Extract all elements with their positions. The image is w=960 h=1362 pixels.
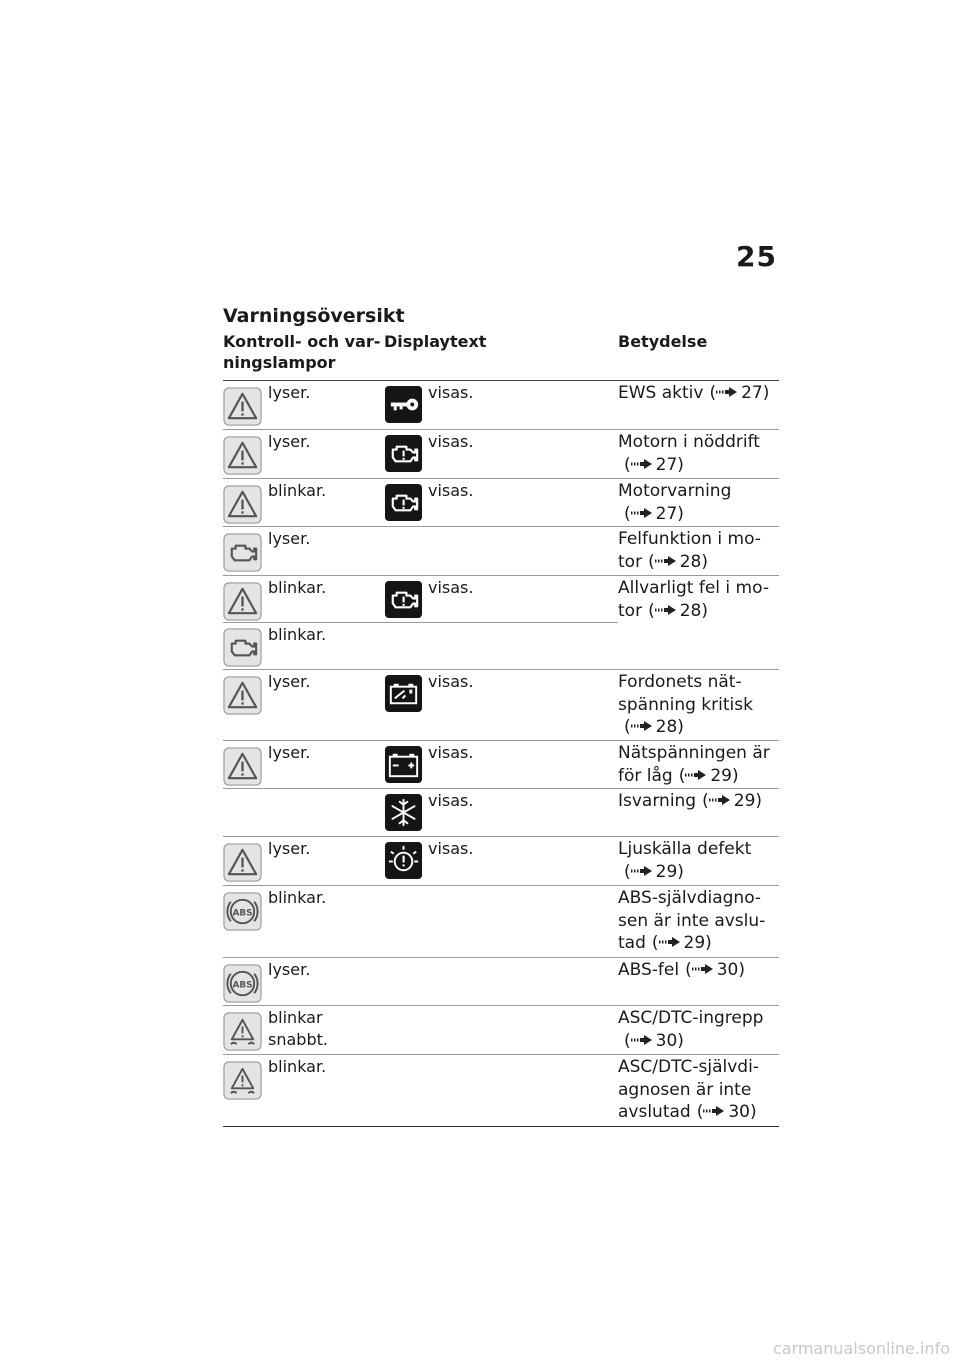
table-row	[223, 1055, 779, 1127]
table-row	[223, 479, 779, 527]
svg-text:ABS: ABS	[232, 980, 253, 991]
reference-arrow-icon	[709, 791, 734, 811]
lamp-state: blinkar.	[268, 625, 327, 644]
warning-triangle-icon	[223, 747, 262, 786]
reference-page: 28)	[655, 717, 684, 737]
warning-triangle-icon	[223, 387, 262, 426]
page-reference[interactable]	[648, 551, 708, 574]
svg-text:ABS: ABS	[232, 908, 253, 919]
reference-open-paren: (	[702, 791, 709, 811]
reference-open-paren: (	[709, 383, 717, 403]
display-text: visas.	[428, 743, 474, 762]
reference-open-paren: (	[624, 717, 631, 737]
key-icon	[384, 385, 423, 424]
meaning	[618, 742, 778, 787]
reference-arrow-icon	[655, 601, 680, 621]
warning-triangle-icon	[223, 582, 262, 621]
meaning	[618, 887, 778, 955]
meaning-text: ASC/DTC-ingrepp	[618, 1008, 764, 1028]
page-reference[interactable]	[702, 790, 762, 813]
lamp-state: lyser.	[268, 383, 311, 402]
lamp-state: blinkar snabbt.	[268, 1008, 328, 1049]
display-text: visas.	[428, 481, 474, 500]
meaning-text: Nätspänningen är för låg	[618, 743, 770, 786]
table-row	[223, 527, 779, 576]
meaning	[618, 382, 778, 405]
warning-triangle-icon	[223, 436, 262, 475]
reference-open-paren: (	[685, 960, 692, 980]
reference-arrow-icon	[692, 960, 717, 980]
meaning-text: Felfunktion i mo- tor	[618, 529, 761, 572]
meaning	[618, 431, 778, 476]
page-reference[interactable]	[624, 454, 684, 477]
reference-page: 27)	[655, 503, 684, 524]
table-row	[223, 576, 779, 670]
lamp-state: blinkar.	[268, 1057, 327, 1076]
header-lamps: Kontroll- och var- ningslampor	[223, 332, 381, 372]
footer-watermark: carmanualsonline.info	[772, 1339, 950, 1358]
table-row	[223, 789, 779, 837]
meaning-text: ABS-självdiagno- sen är inte avslu- tad	[618, 888, 766, 953]
header-display: Displaytext	[384, 332, 487, 351]
display-text: visas.	[428, 791, 474, 810]
reference-arrow-icon	[631, 504, 656, 524]
reference-arrow-icon	[716, 383, 741, 403]
lamp-state: lyser.	[268, 743, 311, 762]
meaning	[618, 1007, 778, 1052]
reference-open-paren: (	[648, 551, 655, 572]
table-row	[223, 886, 779, 958]
reference-open-paren: (	[624, 1030, 631, 1051]
page-reference[interactable]	[624, 861, 684, 884]
display-text: visas.	[428, 383, 474, 402]
reference-arrow-icon	[631, 862, 656, 882]
abs-icon	[223, 964, 262, 1003]
section-title: Varningsöversikt	[223, 305, 405, 327]
lamp-state: lyser.	[268, 529, 311, 548]
meaning	[618, 959, 778, 982]
table-row	[223, 430, 779, 479]
page-reference[interactable]	[624, 716, 684, 739]
meaning-text: Motorn i nöddrift	[618, 432, 760, 452]
snowflake-icon	[384, 793, 423, 832]
asc-dtc-icon	[223, 1061, 262, 1100]
reference-page: 28)	[679, 551, 708, 572]
engine-lamp-icon	[223, 628, 262, 667]
reference-arrow-icon	[685, 766, 710, 786]
table-row	[223, 837, 779, 886]
meaning	[618, 671, 778, 739]
reference-arrow-icon	[631, 455, 656, 475]
meaning-text: EWS aktiv	[618, 383, 704, 403]
lamp-state: lyser.	[268, 839, 311, 858]
table-row	[223, 670, 779, 741]
reference-page: 27)	[741, 383, 770, 403]
engine-icon	[384, 580, 423, 619]
table-row	[223, 958, 779, 1006]
meaning-text: Isvarning	[618, 791, 697, 811]
engine-lamp-icon	[223, 533, 262, 572]
bulb-defect-icon	[384, 841, 423, 880]
reference-page: 30)	[655, 1030, 684, 1051]
page-reference[interactable]	[624, 503, 684, 526]
table-row	[223, 741, 779, 789]
page-reference[interactable]	[652, 932, 712, 955]
warning-triangle-icon	[223, 676, 262, 715]
meaning	[618, 1056, 778, 1124]
meaning	[618, 838, 778, 883]
page-reference[interactable]	[648, 600, 708, 623]
engine-icon	[384, 483, 423, 522]
abs-icon	[223, 892, 262, 931]
reference-arrow-icon	[659, 933, 684, 953]
reference-page: 27)	[655, 454, 684, 475]
engine-icon	[384, 434, 423, 473]
battery-icon	[384, 745, 423, 784]
reference-arrow-icon	[631, 717, 656, 737]
warning-triangle-icon	[223, 485, 262, 524]
display-text: visas.	[428, 672, 474, 691]
meaning	[618, 528, 778, 573]
reference-page: 28)	[679, 600, 708, 621]
meaning	[618, 790, 778, 813]
reference-open-paren: (	[624, 503, 631, 524]
meaning-text: Motorvarning	[618, 481, 732, 501]
lamp-state: lyser.	[268, 672, 311, 691]
reference-open-paren: (	[696, 1102, 704, 1122]
reference-arrow-icon	[655, 552, 680, 572]
reference-arrow-icon	[631, 1031, 656, 1051]
reference-open-paren: (	[651, 933, 659, 953]
reference-page: 29)	[655, 861, 684, 882]
warning-table	[223, 380, 779, 1127]
page-reference[interactable]	[624, 1030, 684, 1053]
reference-open-paren: (	[678, 765, 686, 786]
display-text: visas.	[428, 432, 474, 451]
asc-dtc-icon	[223, 1012, 262, 1051]
lamp-state: blinkar.	[268, 888, 327, 907]
reference-page: 30)	[728, 1102, 757, 1122]
reference-page: 29)	[683, 933, 712, 953]
meaning-text: Allvarligt fel i mo- tor	[618, 578, 769, 621]
page-reference[interactable]	[709, 382, 769, 405]
meaning-text: Ljuskälla defekt	[618, 839, 752, 859]
page-reference[interactable]	[679, 765, 739, 788]
reference-page: 30)	[716, 960, 745, 980]
page-number: 25	[736, 240, 777, 273]
meaning-text: Fordonets nät- spänning kritisk	[618, 672, 753, 715]
header-meaning: Betydelse	[618, 332, 708, 351]
reference-arrow-icon	[703, 1102, 728, 1122]
lamp-state: blinkar.	[268, 578, 327, 597]
meaning-text: ABS-fel	[618, 960, 680, 980]
reference-open-paren: (	[648, 600, 655, 621]
meaning	[618, 480, 778, 525]
lamp-state: lyser.	[268, 960, 311, 979]
reference-page: 29)	[733, 791, 763, 811]
warning-triangle-icon	[223, 843, 262, 882]
meaning	[618, 577, 778, 622]
lamp-state: lyser.	[268, 432, 311, 451]
reference-open-paren: (	[624, 454, 631, 475]
page-reference[interactable]	[697, 1101, 757, 1124]
table-row	[223, 381, 779, 430]
reference-open-paren: (	[624, 861, 631, 882]
battery-warning-icon	[384, 674, 423, 713]
display-text: visas.	[428, 839, 474, 858]
display-text: visas.	[428, 578, 474, 597]
table-row	[223, 1006, 779, 1055]
reference-page: 29)	[710, 765, 739, 786]
lamp-state: blinkar.	[268, 481, 327, 500]
page-reference[interactable]	[685, 959, 745, 982]
meaning-text: ASC/DTC-självdi- agnosen är inte avslutad	[618, 1057, 759, 1122]
